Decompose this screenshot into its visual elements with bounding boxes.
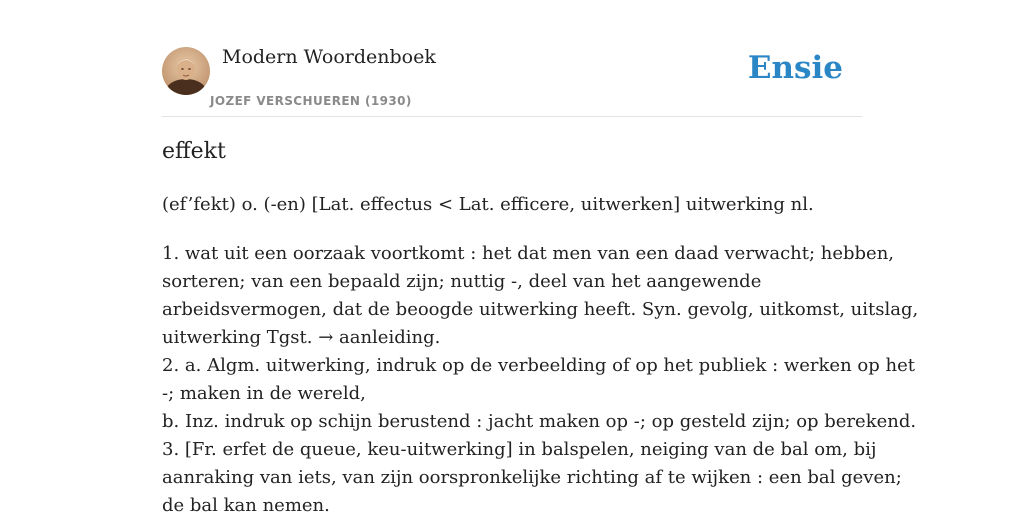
entry-definition	[162, 240, 919, 512]
book-title[interactable]: Modern Woordenboek	[222, 46, 436, 68]
dictionary-header	[162, 44, 862, 117]
entry-term: effekt	[162, 139, 226, 164]
definition-line: b. Inz. indruk op schijn berustend : jacht maken op -; op gesteld zijn; op berekend.	[162, 411, 917, 432]
definition-line: 3. [Fr. erfet de queue, keu-uitwerking] in balspelen, neiging van de bal om, bij	[162, 439, 877, 460]
definition-line: de bal kan nemen.	[162, 495, 330, 512]
definition-line: 2. a. Algm. uitwerking, indruk op de verbeelding of op het publiek : werken op het	[162, 355, 915, 376]
author-portrait-icon	[162, 47, 210, 95]
definition-line: uitwerking Tgst. → aanleiding.	[162, 327, 441, 348]
definition-line: -; maken in de wereld,	[162, 383, 366, 404]
definition-line: sorteren; van een bepaald zijn; nuttig -, deel van het aangewende	[162, 271, 762, 292]
definition-line: aanraking van iets, van zijn oorspronkelijke richting af te wijken : een bal geven;	[162, 467, 902, 488]
author-avatar[interactable]	[162, 47, 210, 95]
definition-line: arbeidsvermogen, dat de beoogde uitwerking heeft. Syn. gevolg, uitkomst, uitslag,	[162, 299, 919, 320]
author-name: JOZEF VERSCHUEREN (1930)	[210, 94, 412, 108]
definition-line: 1. wat uit een oorzaak voortkomt : het dat men van een daad verwacht; hebben,	[162, 243, 895, 264]
entry-etymology: (ef’fekt) o. (-en) [Lat. effectus < Lat. efficere, uitwerken] uitwerking nl.	[162, 194, 814, 215]
ensie-logo[interactable]: Ensie	[747, 50, 843, 86]
